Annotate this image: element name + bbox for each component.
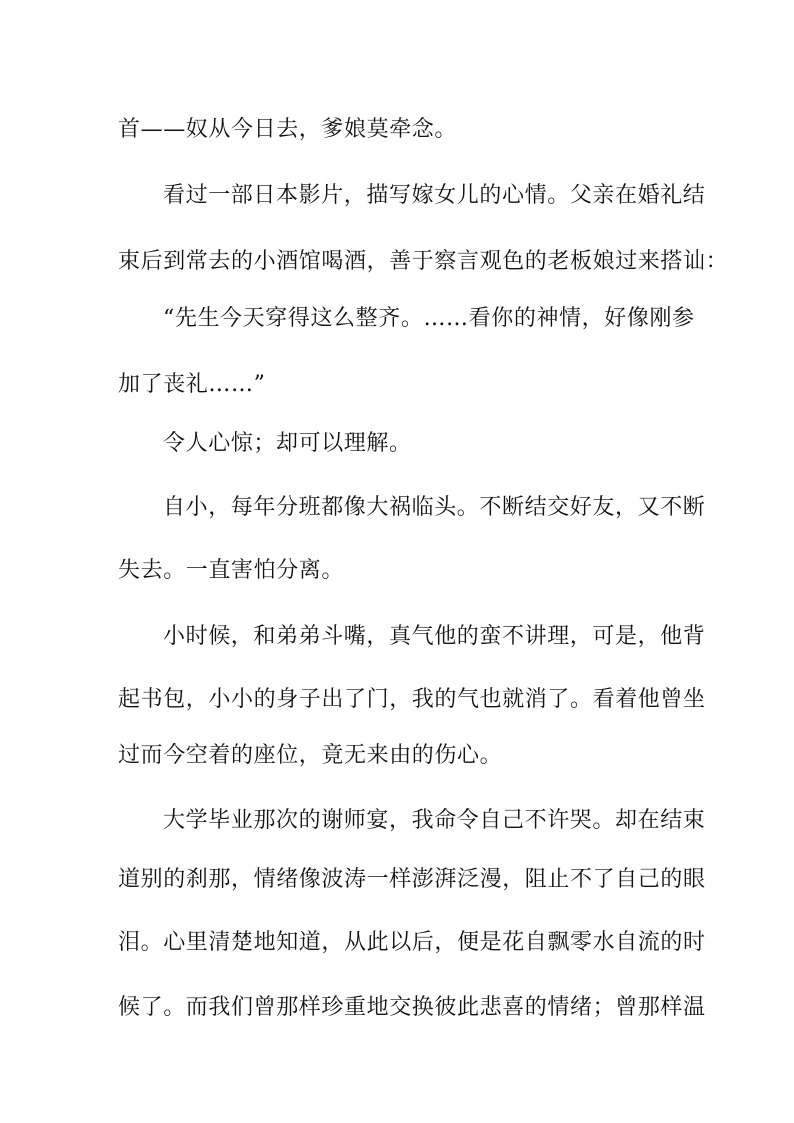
text-line: 道别的刹那，情绪像波涛一样澎湃泛漫，阻止不了自己的眼	[118, 867, 706, 892]
text-line: 加了丧礼……”	[118, 372, 266, 397]
text-line: 泪。心里清楚地知道，从此以后，便是花自飘零水自流的时	[118, 930, 706, 955]
text-line: 束后到常去的小酒馆喝酒，善于察言观色的老板娘过来搭讪：	[118, 249, 729, 274]
text-line: 令人心惊；却可以理解。	[163, 431, 412, 456]
text-line: 看过一部日本影片，描写嫁女儿的心情。父亲在婚礼结	[163, 183, 706, 208]
text-line: 过而今空着的座位，竟无来由的伤心。	[118, 743, 503, 768]
text-line: 大学毕业那次的谢师宴，我命令自己不许哭。却在结束	[163, 808, 706, 833]
text-line: “先生今天穿得这么整齐。……看你的神情，好像刚参	[163, 306, 695, 331]
text-line: 首——奴从今日去，爹娘莫牵念。	[118, 117, 458, 142]
text-line: 自小，每年分班都像大祸临头。不断结交好友，又不断	[163, 495, 706, 520]
text-line: 小时候，和弟弟斗嘴，真气他的蛮不讲理，可是，他背	[163, 624, 706, 649]
text-line: 候了。而我们曾那样珍重地交换彼此悲喜的情绪；曾那样温	[118, 995, 706, 1020]
text-line: 起书包，小小的身子出了门，我的气也就消了。看着他曾坐	[118, 687, 706, 712]
text-line: 失去。一直害怕分离。	[118, 558, 345, 583]
